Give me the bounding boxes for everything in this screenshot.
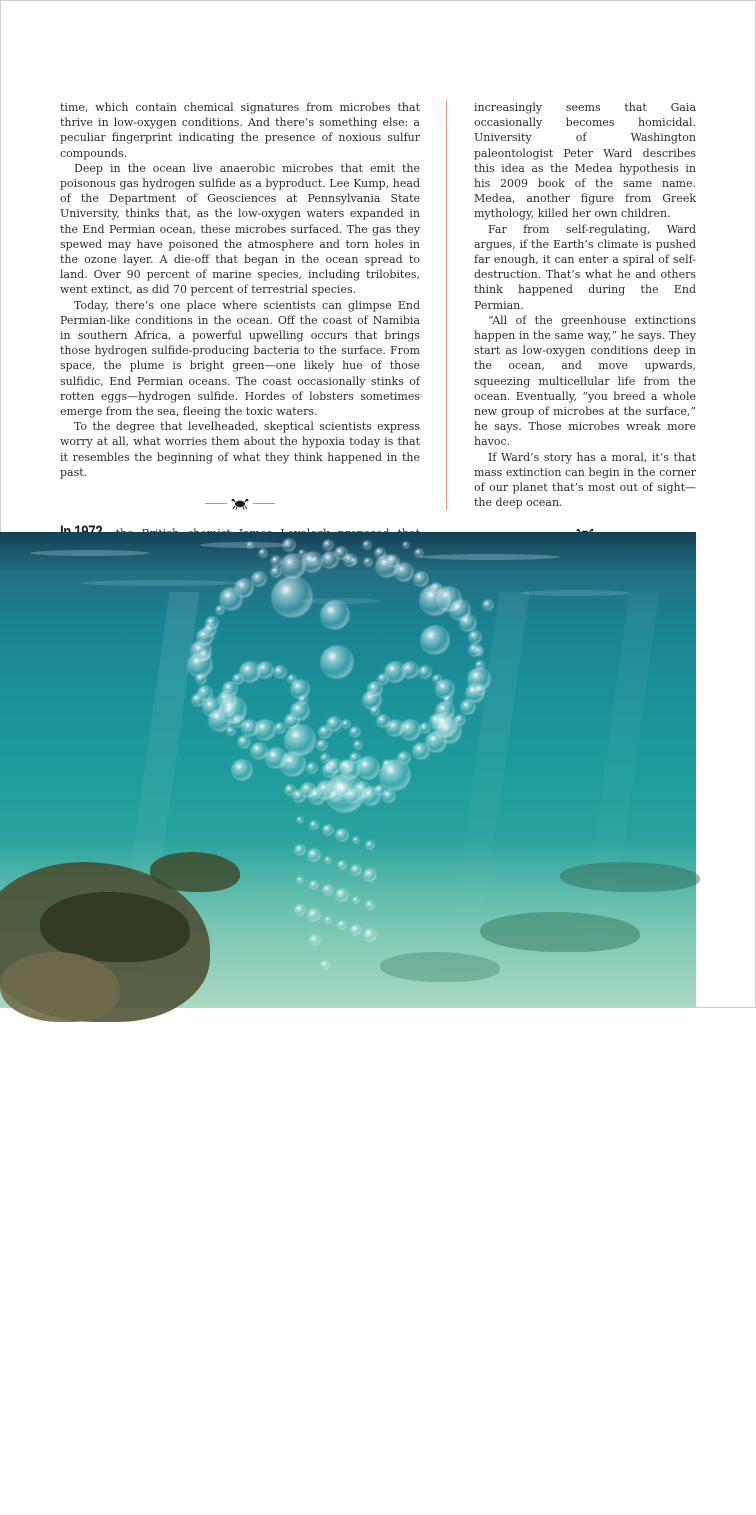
bubble bbox=[247, 542, 253, 548]
bubble bbox=[380, 760, 410, 790]
bubble bbox=[311, 557, 319, 565]
bubble bbox=[469, 644, 481, 656]
bubble bbox=[338, 921, 346, 929]
left-paragraph-4: To the degree that levelheaded, skeptical scientists express worry at all, what worries them about the hypoxia today is that it resembles the beginning of what they think happened in the past. bbox=[60, 420, 420, 479]
bubble bbox=[308, 909, 320, 921]
bubble bbox=[223, 682, 237, 696]
bubble bbox=[291, 680, 309, 698]
bubble bbox=[460, 615, 476, 631]
bubble bbox=[297, 877, 303, 883]
bubble bbox=[200, 650, 210, 660]
bubble bbox=[400, 720, 420, 740]
left-paragraph-3: Today, there’s one place where scientists can glimpse End Permian-like conditions in the ocean. Off the coast of Namibia in southern Africa, a powerful upwelling occurs that brings those hydrogen sulfide-producing bacteria to the surface. From space, the plume is bright green—one likely hue of those sulfidic, End Permian oceans. The coast occasionally stinks of rotten eggs—hydrogen sulfide. Hordes of lobsters sometimes emerge from the sea, fleeing the toxic waters. bbox=[60, 298, 420, 419]
bubble bbox=[299, 550, 305, 556]
bubble bbox=[321, 601, 349, 629]
bubble bbox=[259, 549, 267, 557]
bubble bbox=[383, 790, 395, 802]
bubble bbox=[353, 897, 359, 903]
bubble bbox=[335, 547, 347, 559]
bubble bbox=[257, 662, 273, 678]
bubble bbox=[251, 743, 267, 759]
bubble bbox=[342, 720, 350, 728]
bubble bbox=[323, 825, 333, 835]
bubble bbox=[475, 685, 485, 695]
bubble bbox=[420, 723, 430, 733]
bubble bbox=[295, 905, 305, 915]
right-paragraph-2: Far from self-regulating, Ward argues, if the Earth’s climate is pushed far enough, it can enter a spiral of self-destruction. That’s what he and others think happened during the End Permian. bbox=[474, 222, 696, 312]
bubble bbox=[354, 741, 362, 749]
bubble bbox=[325, 857, 331, 863]
bubble bbox=[275, 723, 285, 733]
bubble bbox=[415, 549, 423, 557]
bubble bbox=[351, 865, 361, 875]
bubble bbox=[469, 631, 481, 643]
crab-icon bbox=[231, 496, 249, 510]
bubble bbox=[364, 869, 376, 881]
left-paragraph-1: time, which contain chemical signatures from microbes that thrive in low-oxygen conditions. And there’s something else: a peculiar fingerprint indicating the presence of noxious sulfur compounds. bbox=[60, 101, 420, 160]
bubble bbox=[310, 935, 320, 945]
bubble bbox=[285, 725, 315, 755]
bubble bbox=[419, 666, 431, 678]
bubble bbox=[375, 548, 385, 558]
page-folio bbox=[60, 1500, 227, 1515]
bubble bbox=[232, 760, 252, 780]
bubble bbox=[351, 925, 361, 935]
bubble bbox=[336, 829, 348, 841]
bubble bbox=[255, 720, 275, 740]
left-paragraph-2: Deep in the ocean live anaerobic microbes that emit the poisonous gas hydrogen sulfide as a byproduct. Lee Kump, head of the Department of Geosciences at Pennsylvania State University, thinks that, as the low-oxygen waters expanded in the End Permian ocean, these microbes surfaced. The gas they spewed may have poisoned the atmosphere and torn holes in the ozone layer. A die-off that began in the ocean spread to land. Over 90 percent of marine species, including trilobites, went extinct, as did 70 percent of terrestrial species. bbox=[60, 161, 420, 297]
bubble bbox=[350, 727, 360, 737]
bubble bbox=[357, 757, 379, 779]
issue-and-site: MAY/JUNE 2016 • PSMAG.COM bbox=[80, 1504, 227, 1514]
bubble bbox=[321, 961, 329, 969]
bubble bbox=[307, 763, 317, 773]
bubble bbox=[413, 743, 429, 759]
bubble bbox=[363, 541, 371, 549]
section-ornament bbox=[60, 488, 420, 518]
bubble bbox=[283, 539, 295, 551]
bubble bbox=[420, 585, 450, 615]
bubble bbox=[403, 542, 409, 548]
bubble bbox=[281, 554, 305, 578]
bubble bbox=[366, 841, 374, 849]
right-paragraph-1: increasingly seems that Gaia occasionally becomes homicidal. University of Washington paleontologist Peter Ward describes this idea as the Medea hypothesis in his 2009 book of the same name. Medea, another figure from Greek mythology, killed her own children. bbox=[474, 101, 696, 221]
bubble bbox=[433, 713, 457, 737]
bubble bbox=[220, 697, 246, 723]
bubble bbox=[364, 929, 376, 941]
bubble bbox=[297, 817, 303, 823]
bubble bbox=[272, 577, 312, 617]
bubble bbox=[414, 572, 428, 586]
bubble bbox=[340, 760, 352, 772]
bubble bbox=[323, 540, 333, 550]
bubble bbox=[227, 727, 235, 735]
bubble bbox=[266, 748, 286, 768]
bubble bbox=[321, 646, 353, 678]
bubble bbox=[327, 717, 341, 731]
bubble bbox=[238, 736, 250, 748]
bubble bbox=[323, 885, 333, 895]
bubble bbox=[326, 774, 364, 812]
bubble bbox=[368, 682, 382, 696]
bubble bbox=[325, 917, 331, 923]
bubble bbox=[461, 700, 475, 714]
bubble bbox=[192, 694, 204, 706]
right-paragraph-3: “All of the greenhouse extinctions happen in the same way,” he says. They start as low-oxygen conditions deep in the ocean, and move upwards, squeezing multicellular life from the ocean. Eventually, “you breed a whole new group of microbes at the surface,” he says. Those microbes wreak more havoc. bbox=[474, 313, 696, 449]
bubble bbox=[295, 845, 305, 855]
bubble bbox=[308, 849, 320, 861]
bubble bbox=[327, 759, 341, 773]
column-rule bbox=[446, 100, 447, 510]
bubble bbox=[402, 662, 418, 678]
bubble bbox=[421, 626, 449, 654]
bubble bbox=[338, 861, 346, 869]
bubble bbox=[310, 881, 318, 889]
page-number: 54 bbox=[60, 1500, 75, 1515]
right-paragraph-4: If Ward’s story has a moral, it’s that mass extinction can begin in the corner of our planet that’s most out of sight—the deep ocean. bbox=[474, 450, 696, 510]
bubble bbox=[317, 740, 327, 750]
bubble bbox=[204, 624, 216, 636]
bubble bbox=[350, 753, 360, 763]
bubble bbox=[353, 837, 359, 843]
bubble bbox=[310, 821, 318, 829]
bubble bbox=[274, 666, 286, 678]
bubble bbox=[271, 567, 281, 577]
bubble bbox=[436, 680, 454, 698]
underwater-skull-photo bbox=[0, 532, 696, 1515]
bubble bbox=[271, 556, 281, 566]
bubble bbox=[336, 889, 348, 901]
bubble bbox=[366, 901, 374, 909]
bubble bbox=[387, 555, 399, 567]
bubble bbox=[351, 558, 357, 564]
bubble bbox=[483, 600, 493, 610]
